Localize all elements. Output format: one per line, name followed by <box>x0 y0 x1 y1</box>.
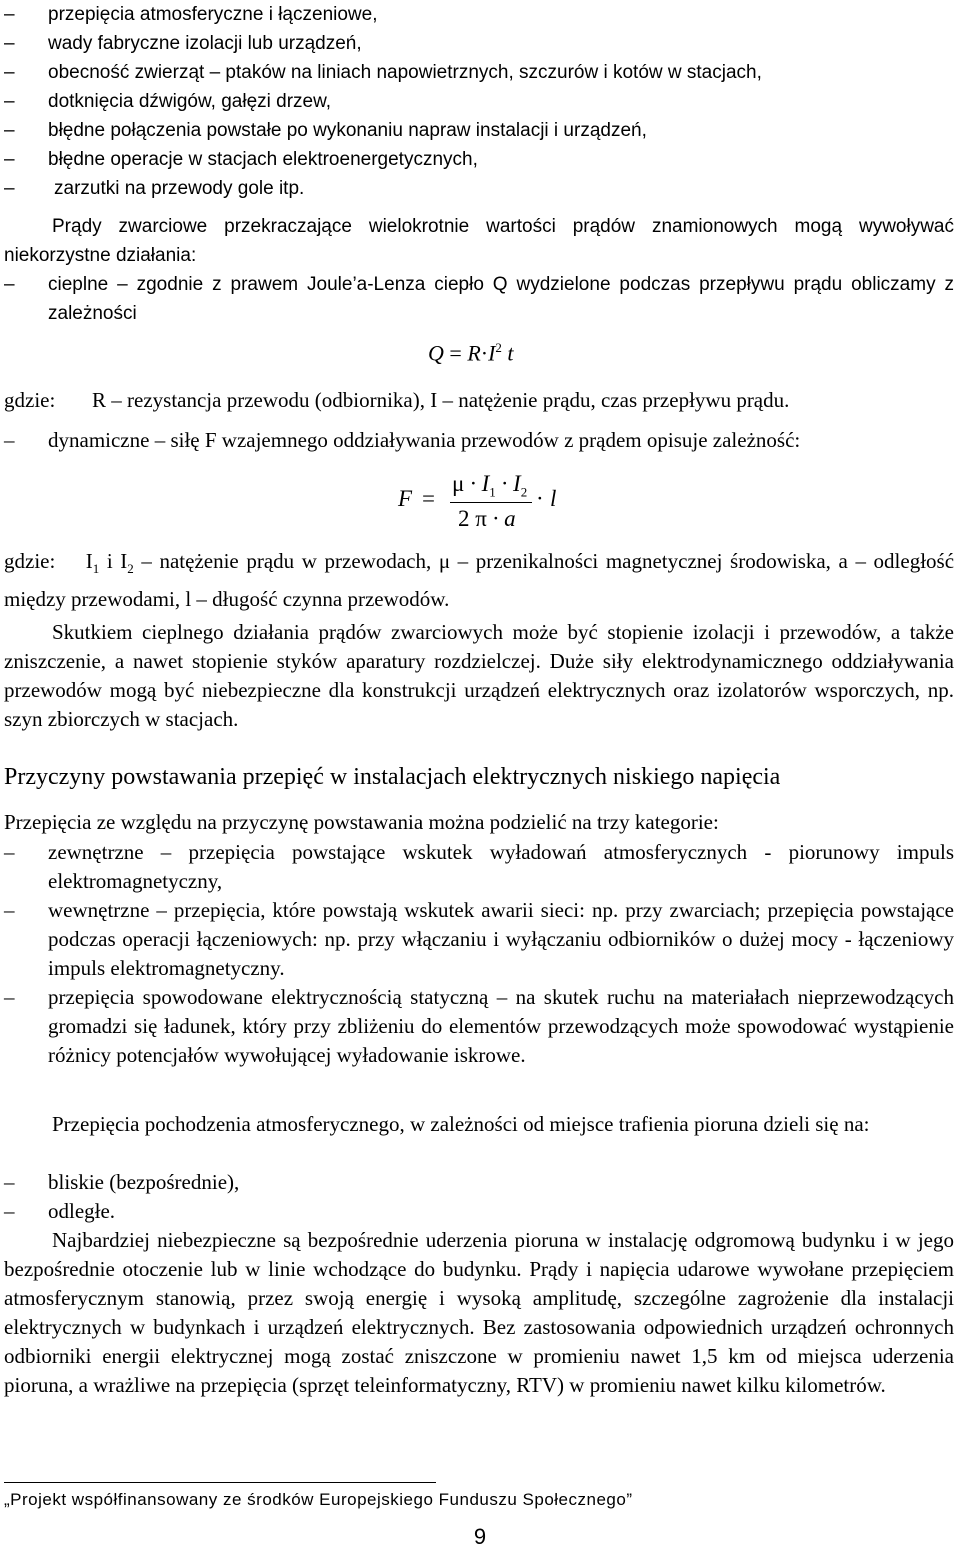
dash: – <box>4 1199 15 1223</box>
paragraph-most-dangerous: Najbardziej niebezpieczne są bezpośrednie uderzenia pioruna w instalację odgromową budynku i w jego bezpośrednie otoczenie lub w linie wchodzące do budynku. Prądy i napięcia udarowe wywołane przepięciem atmosferycznym stanowią, przez swoją energię i wysoką amplitudę, szczególne zagrożenie dla instalacji elektrycznych w budynkach i urządzeń elektrycznych. Bez zastosowania odpowiednich urządzeń ochronnych odbiorniki energii elektrycznej mogą zostać zniszczone w promieniu nawet 1,5 km od miejsca uderzenia pioruna, a wrażliwe na przepięcia (sprzęt teleinformatyczny, RTV) w promieniu nawet kilku kilometrów. <box>4 1228 954 1397</box>
dash: – <box>4 4 15 25</box>
page-number: 9 <box>473 1524 487 1549</box>
effects-list-dynamic <box>0 426 954 454</box>
dash: – <box>4 178 15 199</box>
list-item: – dotknięcia dźwigów, gałęzi drzew, <box>0 87 950 116</box>
dash: – <box>4 840 15 864</box>
where-clause-joule: gdzie: R – rezystancja przewodu (odbiornika), I – natężenie prądu, czas przepływu prądu. <box>4 388 790 412</box>
section-heading: Przyczyny powstawania przepięć w instalacjach elektrycznych niskiego napięcia <box>4 764 781 790</box>
list-item: – wady fabryczne izolacji lub urządzeń, <box>0 29 950 58</box>
paragraph-categories-intro: Przepięcia ze względu na przyczynę powstawania można podzielić na trzy kategorie: <box>4 810 719 834</box>
footer-note: „Projekt współfinansowany ze środków Europejskiego Funduszu Społecznego” <box>4 1490 633 1509</box>
dash: – <box>4 62 15 83</box>
paragraph-short-circuit: Prądy zwarciowe przekraczające wielokrotnie wartości prądów znamionowych mogą wywoływać niekorzystne działania: <box>4 216 954 266</box>
effects-list-thermal <box>0 270 954 328</box>
where-clause-force: gdzie: $I_1$ i $I_2$ – natężenie prądu w przewodach, μ – przenikalności magnetycznej środowiska, a – odległość między przewodami, l – długość czynna przewodów. <box>4 549 955 612</box>
dash: – <box>4 985 15 1009</box>
lightning-list <box>0 1168 954 1226</box>
fraction-numerator: $\mu \cdot I_1 \cdot I_2$ <box>452 471 528 500</box>
list-item: – wewnętrzne – przepięcia, które powstają wskutek awarii sieci: np. przy zwarciach; przepięcia powstające podczas operacji łączeniowych: np. przy włączaniu i wyłączaniu odbiorników o dużej mocy - łączeniowy impuls elektromagnetyczny. <box>4 898 954 980</box>
list-item: – obecność zwierząt – ptaków na liniach napowietrznych, szczurów i kotów w stacjach, <box>0 58 950 87</box>
categories-list <box>0 838 954 1070</box>
list-item: – odległe. <box>0 1197 954 1226</box>
paragraph-atmospheric-origin: Przepięcia pochodzenia atmosferycznego, w zależności od miejsce trafienia pioruna dzieli się na: <box>52 1112 870 1136</box>
list-item: – błędne połączenia powstałe po wykonaniu napraw instalacji i urządzeń, <box>0 116 950 145</box>
causes-list <box>0 0 950 203</box>
fraction-denominator: 2 π · a <box>458 506 516 531</box>
list-item: – przepięcia spowodowane elektrycznością statyczną – na skutek ruchu na materiałach nieprzewodzących gromadzi się ładunek, który przy zbliżeniu do elementów przewodzących może spowodować wystąpienie różnicy potencjałów wywołującej wyładowanie iskrowe. <box>4 985 954 1067</box>
list-item: – bliskie (bezpośrednie), <box>0 1168 954 1197</box>
dash: – <box>4 149 15 170</box>
formula-joule: $Q = R\cdot I^2$ t <box>428 340 514 366</box>
dash: – <box>4 274 15 295</box>
dash: – <box>4 898 15 922</box>
paragraph-consequences: Skutkiem cieplnego działania prądów zwarciowych może być stopienie izolacji i przewodów, a także zniszczenie, a nawet stopienie styków aparatury rozdzielczej. Duże siły elektrodynamicznego oddziaływania przewodów mogą być niebezpieczne dla konstrukcji urządzeń elektrycznych oraz izolatorów wsporczych, np. szyn zbiorczych w stacjach. <box>4 620 954 731</box>
fraction-bar <box>450 502 532 503</box>
dash: – <box>4 120 15 141</box>
dash: – <box>4 1170 15 1194</box>
list-item: – zarzutki na przewody gole itp. <box>0 174 950 203</box>
footer-rule <box>4 1482 436 1483</box>
formula-force: F = $\mu \cdot I_1 \cdot I_2$ 2 π · a · l <box>398 471 557 531</box>
dash: – <box>4 91 15 112</box>
list-item: – błędne operacje w stacjach elektroenergetycznych, <box>0 145 950 174</box>
list-item: – zewnętrzne – przepięcia powstające wskutek wyładowań atmosferycznych - piorunowy impuls elektromagnetyczny, <box>4 840 954 893</box>
list-item: – dynamiczne – siłę F wzajemnego oddziaływania przewodów z prądem opisuje zależność: <box>4 428 801 452</box>
list-item: – przepięcia atmosferyczne i łączeniowe, <box>0 0 950 29</box>
dash: – <box>4 33 15 54</box>
list-item: – cieplne – zgodnie z prawem Joule’a-Lenza ciepło Q wydzielone podczas przepływu prądu obliczamy z zależności <box>0 270 954 328</box>
dash: – <box>4 428 15 452</box>
